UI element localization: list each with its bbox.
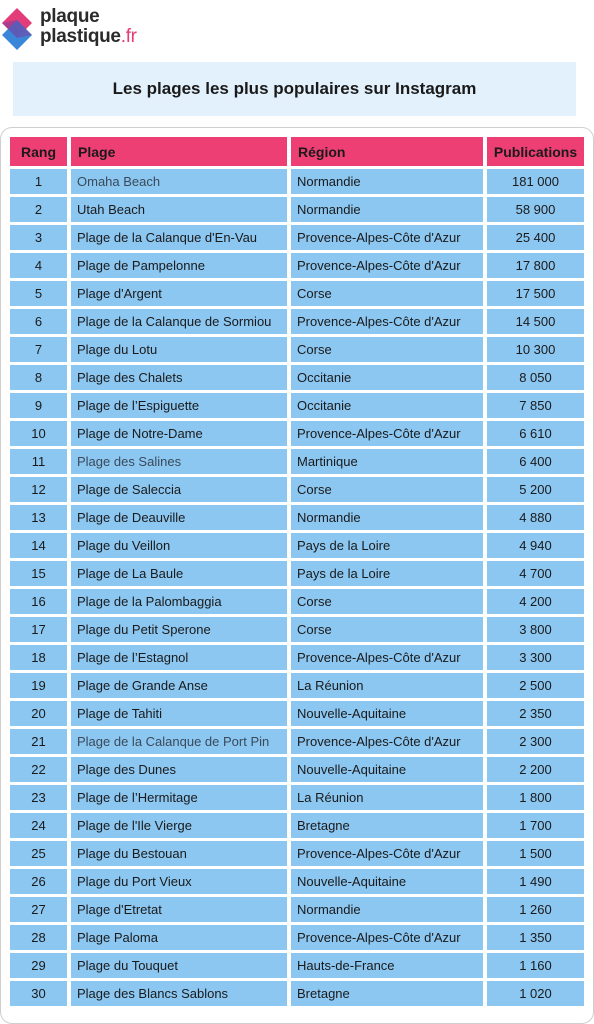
brand-tld: .fr	[120, 26, 137, 47]
region-cell: Pays de la Loire	[291, 561, 483, 586]
column-header-publications: Publications	[487, 137, 584, 166]
publications-cell: 2 300	[487, 729, 584, 754]
table-row	[10, 281, 584, 306]
beach-name-cell[interactable]: Plage de la Calanque de Port Pin	[71, 729, 287, 754]
publications-cell: 8 050	[487, 365, 584, 390]
beach-name-cell: Plage de Grande Anse	[71, 673, 287, 698]
beach-name-cell: Plage de Deauville	[71, 505, 287, 530]
beach-name-cell: Plage Paloma	[71, 925, 287, 950]
table-row	[10, 785, 584, 810]
rank-cell: 15	[10, 561, 67, 586]
table-row	[10, 925, 584, 950]
beach-name-cell: Plage de la Calanque d'En-Vau	[71, 225, 287, 250]
rank-cell: 11	[10, 449, 67, 474]
brand-line1: plaque	[40, 6, 100, 27]
beach-name-cell: Plage d'Argent	[71, 281, 287, 306]
column-header-rang: Rang	[10, 137, 67, 166]
region-cell: Martinique	[291, 449, 483, 474]
region-cell: Provence-Alpes-Côte d'Azur	[291, 309, 483, 334]
brand-logo[interactable]	[0, 6, 200, 52]
region-cell: Normandie	[291, 197, 483, 222]
rank-cell: 24	[10, 813, 67, 838]
rank-cell: 3	[10, 225, 67, 250]
publications-cell: 2 500	[487, 673, 584, 698]
ranking-table	[6, 134, 588, 1009]
region-cell: Normandie	[291, 169, 483, 194]
table-header-row	[10, 137, 584, 166]
table-row	[10, 981, 584, 1006]
beach-name-cell: Plage du Bestouan	[71, 841, 287, 866]
rank-cell: 19	[10, 673, 67, 698]
beach-name-cell: Plage de la Palombaggia	[71, 589, 287, 614]
title-banner	[13, 62, 576, 116]
publications-cell: 181 000	[487, 169, 584, 194]
publications-cell: 1 490	[487, 869, 584, 894]
table-row	[10, 897, 584, 922]
rank-cell: 9	[10, 393, 67, 418]
rank-cell: 16	[10, 589, 67, 614]
beach-name-cell: Plage de Saleccia	[71, 477, 287, 502]
region-cell: Provence-Alpes-Côte d'Azur	[291, 841, 483, 866]
column-header-region: Région	[291, 137, 483, 166]
region-cell: Provence-Alpes-Côte d'Azur	[291, 729, 483, 754]
publications-cell: 1 500	[487, 841, 584, 866]
brand-line2: plastique	[40, 26, 121, 47]
publications-cell: 3 800	[487, 617, 584, 642]
region-cell: Nouvelle-Aquitaine	[291, 757, 483, 782]
table-row	[10, 589, 584, 614]
region-cell: Provence-Alpes-Côte d'Azur	[291, 421, 483, 446]
table-row	[10, 393, 584, 418]
publications-cell: 17 800	[487, 253, 584, 278]
beach-name-cell[interactable]: Omaha Beach	[71, 169, 287, 194]
publications-cell: 1 020	[487, 981, 584, 1006]
rank-cell: 8	[10, 365, 67, 390]
publications-cell: 25 400	[487, 225, 584, 250]
table-row	[10, 477, 584, 502]
table-row	[10, 645, 584, 670]
table-row	[10, 421, 584, 446]
rank-cell: 29	[10, 953, 67, 978]
region-cell: Provence-Alpes-Côte d'Azur	[291, 925, 483, 950]
table-row	[10, 561, 584, 586]
publications-cell: 6 400	[487, 449, 584, 474]
publications-cell: 4 880	[487, 505, 584, 530]
region-cell: Normandie	[291, 897, 483, 922]
rank-cell: 13	[10, 505, 67, 530]
beach-name-cell: Plage des Dunes	[71, 757, 287, 782]
table-row	[10, 869, 584, 894]
rank-cell: 4	[10, 253, 67, 278]
publications-cell: 7 850	[487, 393, 584, 418]
region-cell: Corse	[291, 477, 483, 502]
region-cell: Normandie	[291, 505, 483, 530]
table-body	[10, 169, 584, 1006]
beach-name-cell: Plage de La Baule	[71, 561, 287, 586]
table-row	[10, 337, 584, 362]
region-cell: Provence-Alpes-Côte d'Azur	[291, 253, 483, 278]
publications-cell: 1 160	[487, 953, 584, 978]
rank-cell: 5	[10, 281, 67, 306]
rank-cell: 26	[10, 869, 67, 894]
beach-name-cell: Plage de Notre-Dame	[71, 421, 287, 446]
page-title: Les plages les plus populaires sur Instagram	[112, 79, 477, 98]
region-cell: Corse	[291, 589, 483, 614]
table-row	[10, 617, 584, 642]
rank-cell: 18	[10, 645, 67, 670]
rank-cell: 17	[10, 617, 67, 642]
publications-cell: 17 500	[487, 281, 584, 306]
beach-name-cell: Plage de la Calanque de Sormiou	[71, 309, 287, 334]
table-row	[10, 253, 584, 278]
table-row	[10, 533, 584, 558]
rank-cell: 20	[10, 701, 67, 726]
publications-cell: 4 700	[487, 561, 584, 586]
publications-cell: 1 800	[487, 785, 584, 810]
region-cell: Bretagne	[291, 813, 483, 838]
publications-cell: 5 200	[487, 477, 584, 502]
beach-name-cell: Plage de l’Hermitage	[71, 785, 287, 810]
rank-cell: 27	[10, 897, 67, 922]
table-row	[10, 505, 584, 530]
beach-name-cell: Utah Beach	[71, 197, 287, 222]
table-row	[10, 953, 584, 978]
beach-name-cell: Plage des Blancs Sablons	[71, 981, 287, 1006]
rank-cell: 25	[10, 841, 67, 866]
region-cell: Corse	[291, 337, 483, 362]
beach-name-cell: Plage du Lotu	[71, 337, 287, 362]
region-cell: Corse	[291, 617, 483, 642]
region-cell: Hauts-de-France	[291, 953, 483, 978]
beach-name-cell: Plage de Pampelonne	[71, 253, 287, 278]
publications-cell: 3 300	[487, 645, 584, 670]
beach-name-cell: Plage de l’Estagnol	[71, 645, 287, 670]
publications-cell: 2 200	[487, 757, 584, 782]
rank-cell: 7	[10, 337, 67, 362]
region-cell: Bretagne	[291, 981, 483, 1006]
beach-name-cell: Plage du Veillon	[71, 533, 287, 558]
rank-cell: 12	[10, 477, 67, 502]
publications-cell: 1 350	[487, 925, 584, 950]
beach-name-cell: Plage du Port Vieux	[71, 869, 287, 894]
publications-cell: 1 700	[487, 813, 584, 838]
table-row	[10, 841, 584, 866]
region-cell: Nouvelle-Aquitaine	[291, 869, 483, 894]
publications-cell: 10 300	[487, 337, 584, 362]
beach-name-cell: Plage de l’Espiguette	[71, 393, 287, 418]
region-cell: Provence-Alpes-Côte d'Azur	[291, 225, 483, 250]
rank-cell: 1	[10, 169, 67, 194]
region-cell: La Réunion	[291, 785, 483, 810]
table-row	[10, 449, 584, 474]
table-row	[10, 757, 584, 782]
beach-name-cell: Plage des Chalets	[71, 365, 287, 390]
beach-name-cell: Plage du Touquet	[71, 953, 287, 978]
table-row	[10, 729, 584, 754]
beach-name-cell: Plage du Petit Sperone	[71, 617, 287, 642]
region-cell: Occitanie	[291, 393, 483, 418]
rank-cell: 21	[10, 729, 67, 754]
table-row	[10, 309, 584, 334]
region-cell: Provence-Alpes-Côte d'Azur	[291, 645, 483, 670]
table-row	[10, 673, 584, 698]
column-header-plage: Plage	[71, 137, 287, 166]
table-row	[10, 701, 584, 726]
publications-cell: 6 610	[487, 421, 584, 446]
beach-name-cell: Plage de Tahiti	[71, 701, 287, 726]
region-cell: La Réunion	[291, 673, 483, 698]
publications-cell: 14 500	[487, 309, 584, 334]
table-row	[10, 197, 584, 222]
publications-cell: 58 900	[487, 197, 584, 222]
rank-cell: 6	[10, 309, 67, 334]
table-row	[10, 169, 584, 194]
ranking-table-container	[0, 127, 594, 1024]
region-cell: Corse	[291, 281, 483, 306]
region-cell: Occitanie	[291, 365, 483, 390]
table-row	[10, 813, 584, 838]
beach-name-cell: Plage de l'Ile Vierge	[71, 813, 287, 838]
publications-cell: 1 260	[487, 897, 584, 922]
region-cell: Nouvelle-Aquitaine	[291, 701, 483, 726]
rank-cell: 30	[10, 981, 67, 1006]
table-row	[10, 225, 584, 250]
brand-wordmark	[40, 7, 137, 47]
rank-cell: 22	[10, 757, 67, 782]
plaque-logo-icon	[0, 6, 34, 52]
publications-cell: 4 940	[487, 533, 584, 558]
table-row	[10, 365, 584, 390]
region-cell: Pays de la Loire	[291, 533, 483, 558]
publications-cell: 2 350	[487, 701, 584, 726]
rank-cell: 10	[10, 421, 67, 446]
rank-cell: 14	[10, 533, 67, 558]
rank-cell: 23	[10, 785, 67, 810]
beach-name-cell: Plage d'Etretat	[71, 897, 287, 922]
publications-cell: 4 200	[487, 589, 584, 614]
rank-cell: 2	[10, 197, 67, 222]
beach-name-cell[interactable]: Plage des Salines	[71, 449, 287, 474]
rank-cell: 28	[10, 925, 67, 950]
